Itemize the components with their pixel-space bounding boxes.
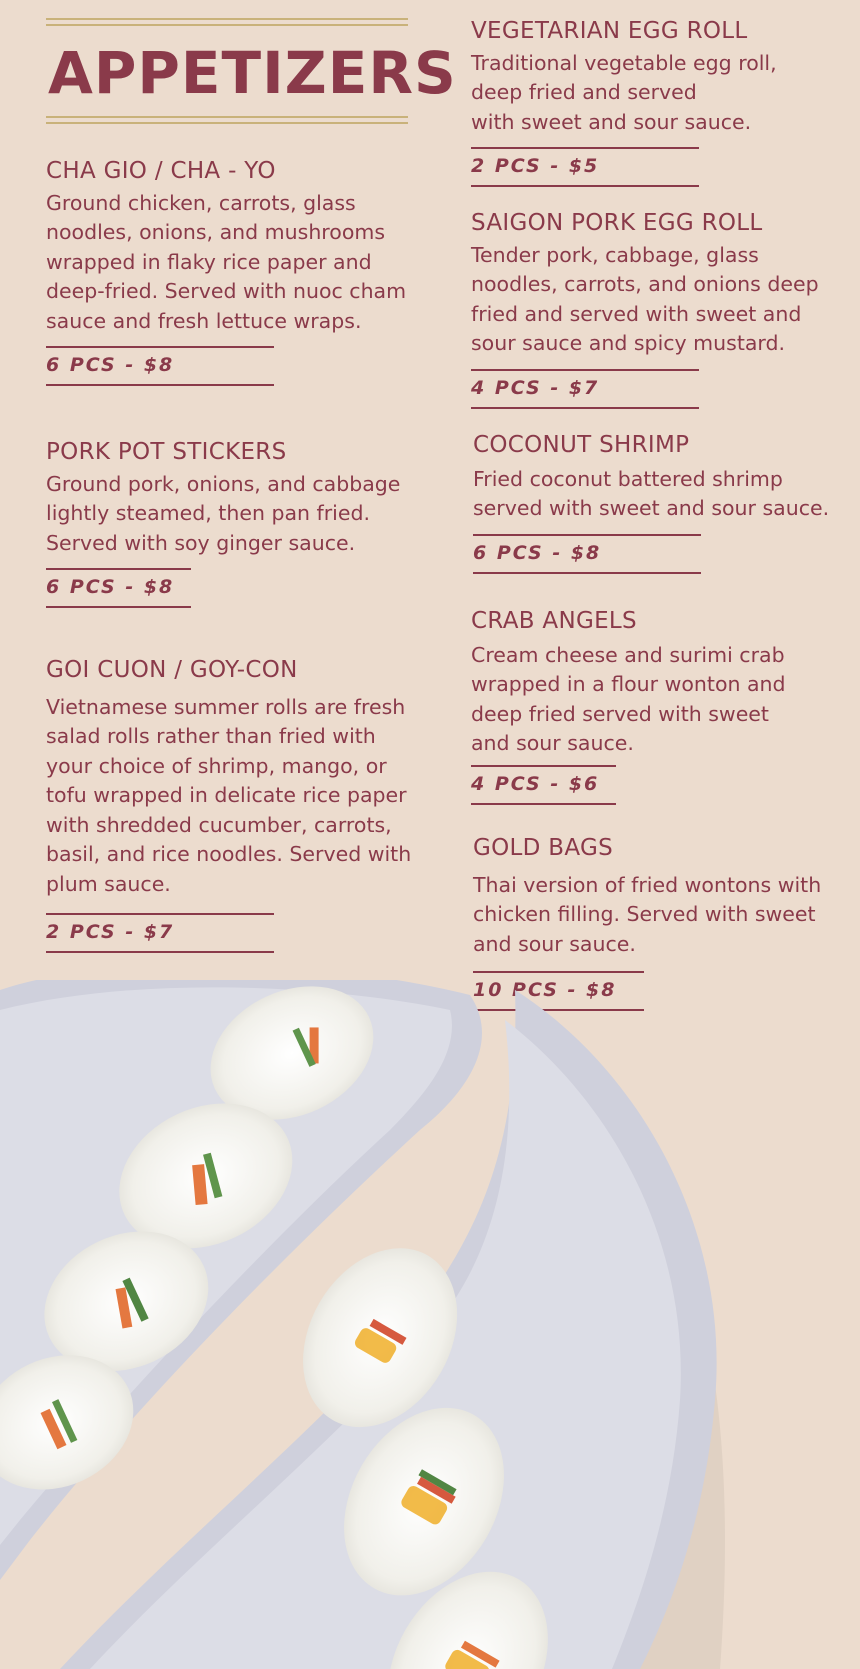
item-description: Traditional vegetable egg roll, deep fried and served with sweet and sour sauce. [471,50,777,134]
item-description: Vietnamese summer rolls are fresh salad rolls rather than fried with your choice of shrimp, mango, or tofu wrapped in delicate rice paper with shredded cucumber, carrots, basil, and rice noodles. Served with plum sauce. [46,694,412,896]
item-name: GOI CUON / GOY-CON [46,657,298,683]
item-name: GOLD BAGS [473,835,613,861]
menu-item-crab-angels [471,608,851,805]
item-name: PORK POT STICKERS [46,439,287,465]
item-price: 4 PCS - $7 [471,376,600,399]
bottom-gold-rule [46,116,408,124]
section-title: APPETIZERS [48,39,457,107]
item-price: 6 PCS - $8 [46,576,175,599]
item-price: 2 PCS - $7 [46,921,175,944]
menu-item-coconut-shrimp [473,432,853,574]
section-header [46,18,457,124]
item-description: Ground chicken, carrots, glass noodles, onions, and mushrooms wrapped in flaky rice paper and deep-fried. Served with nuoc cham sauce and fresh lettuce wraps. [46,190,407,333]
item-price: 10 PCS - $8 [473,979,617,1002]
price-box [471,765,616,805]
spring-rolls-plate-illustration [0,980,860,1669]
top-gold-rule [46,18,408,26]
item-name: VEGETARIAN EGG ROLL [471,18,748,44]
price-box [471,147,699,187]
menu-item-pork-pot-stickers [46,439,426,608]
item-price: 4 PCS - $6 [471,772,600,795]
item-description: Fried coconut battered shrimp served with sweet and sour sauce. [473,466,830,521]
item-name: CHA GIO / CHA - YO [46,158,276,184]
item-description: Ground pork, onions, and cabbage lightly steamed, then pan fried. Served with soy ginger sauce. [46,471,401,555]
item-price: 2 PCS - $5 [471,155,600,178]
price-box [473,534,701,574]
item-description: Thai version of fried wontons with chicken filling. Served with sweet and sour sauce. [473,872,822,956]
price-box [46,913,274,953]
item-name: SAIGON PORK EGG ROLL [471,210,763,236]
item-price: 6 PCS - $8 [473,541,602,564]
item-description: Tender pork, cabbage, glass noodles, carrots, and onions deep fried and served with sweet and sour sauce and spicy mustard. [471,242,819,356]
item-description: Cream cheese and surimi crab wrapped in a flour wonton and deep fried served with sweet and sour sauce. [471,642,786,756]
price-box [471,369,699,409]
price-box [46,346,274,386]
item-name: CRAB ANGELS [471,608,637,634]
item-price: 6 PCS - $8 [46,354,175,377]
menu-item-cha-gio [46,158,426,386]
menu-item-saigon-pork-egg-roll [471,210,851,409]
price-box [46,568,191,608]
item-name: COCONUT SHRIMP [473,432,690,458]
menu-item-goi-cuon [46,657,426,953]
menu-item-vegetarian-egg-roll [471,18,841,187]
